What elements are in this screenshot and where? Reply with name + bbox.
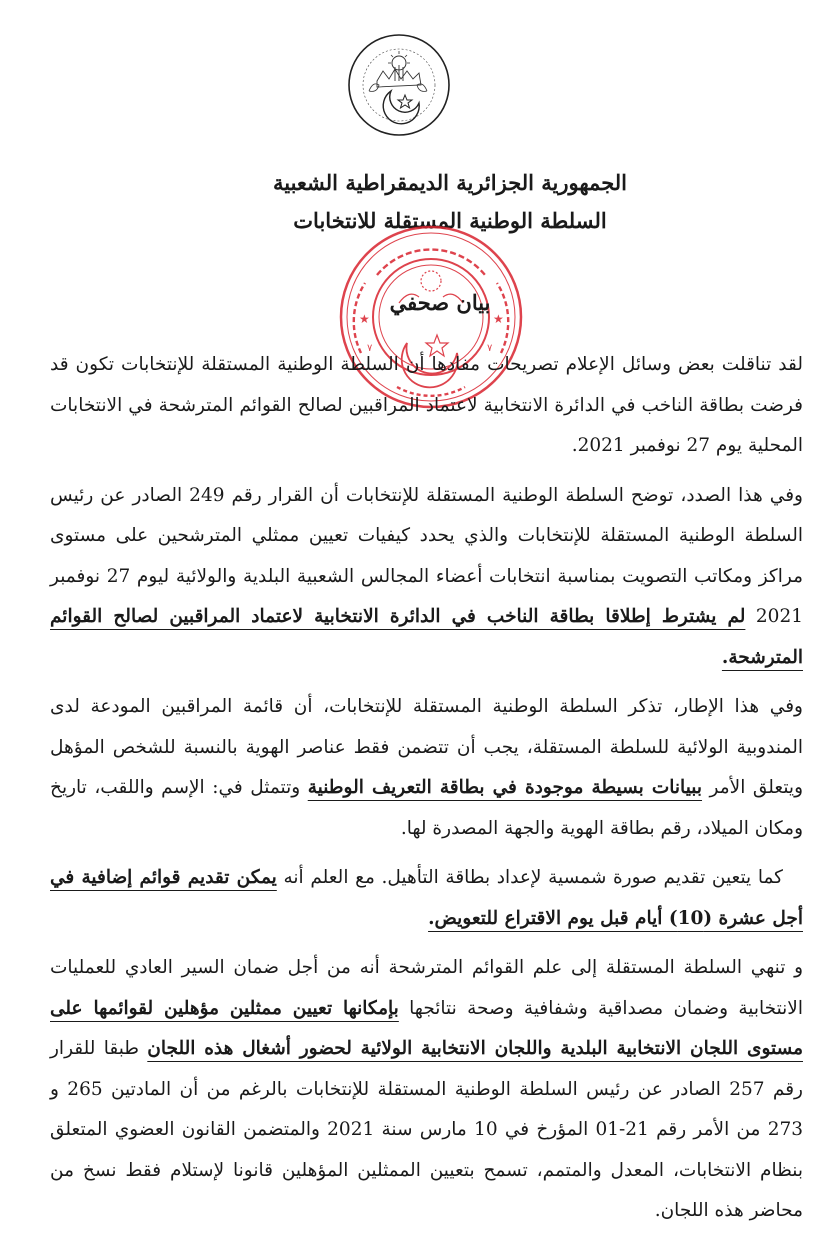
paragraph-2-emphasis: لم يشترط إطلاقا بطاقة الناخب في الدائرة الانتخابية لاعتماد المراقبين لصالح القوائم المترشحة. [50,606,803,668]
algeria-coat-of-arms-icon [347,33,451,137]
paragraph-5-text: و تنهي السلطة المستقلة إلى علم القوائم المترشحة أنه من أجل ضمان السير العادي للعمليات الانتخابية وضمان مصداقية وشفافية وصحة نتائجها [50,957,803,1019]
paragraph-3-text: وفي هذا الإطار، تذكر السلطة الوطنية المستقلة للإنتخابات، أن قائمة المراقبين المودعة لدى المندوبية الولائية للسلطة المستقلة، يجب أن تتضمن فقط عناصر الهوية بالنسبة للشخص المؤهل ويتعلق الأمر [50,696,804,798]
document-body [50,345,803,1241]
paragraph-5-emphasis: بإمكانها تعيين ممثلين مؤهلين لقوائمها على مستوى اللجان الانتخابية البلدية واللجان الانتخابية الولائية لحضور أشغال هذه اللجان [50,997,803,1059]
svg-text:★: ★ [359,312,370,326]
paragraph-4-emphasis: يمكن تقديم قوائم إضافية في أجل عشرة (10) أيام قبل يوم الاقتراع للتعويض. [50,867,803,929]
paragraph-4 [50,858,803,939]
paragraph-3-emphasis: ببيانات بسيطة موجودة في بطاقة التعريف الوطنية [307,777,703,798]
svg-text:٧: ٧ [367,343,373,354]
country-name: الجمهورية الجزائرية الديمقراطية الشعبية [272,170,627,195]
paragraph-3 [50,687,803,849]
document-title: بيان صحفي [389,290,491,315]
paragraph-1-text: لقد تناقلت بعض وسائل الإعلام تصريحات مفادها أن السلطة الوطنية المستقلة للإنتخابات تكون قد فرضت بطاقة الناخب في الدائرة الانتخابية لاعتماد المراقبين لصالح القوائم المترشحة في الانتخابات المحلية يوم 27 نوفمبر 2021. [50,354,803,456]
authority-name: السلطة الوطنية المستقلة للانتخابات [293,208,607,233]
svg-text:٧: ٧ [487,343,493,354]
svg-text:★: ★ [493,312,504,326]
paragraph-3-text-after: وتتمثل في: الإسم واللقب، تاريخ ومكان الميلاد، رقم بطاقة الهوية والجهة المصدرة لها. [50,777,803,839]
paragraph-1 [50,345,803,467]
paragraph-2 [50,476,803,679]
paragraph-5 [50,948,803,1232]
paragraph-4-text: كما يتعين تقديم صورة شمسية لإعداد بطاقة التأهيل. مع العلم أنه [276,867,783,888]
paragraph-2-text: وفي هذا الصدد، توضح السلطة الوطنية المستقلة للإنتخابات أن القرار رقم 249 الصادر عن رئيس السلطة الوطنية المستقلة للإنتخابات والذي يحدد كيفيات تعيين ممثلي المترشحين على مستوى مراكز ومكاتب التصويت بمناسبة انتخابات أعضاء المجالس الشعبية البلدية والولائية ليوم 27 نوفمبر 2021 [50,484,803,627]
paragraph-5-text-after: طبقا للقرار رقم 257 الصادر عن رئيس السلطة الوطنية المستقلة للإنتخابات بالرغم من أن المادتين 265 و 273 من الأمر رقم 21-01 المؤرخ في 10 مارس سنة 2021 والمتضمن القانون العضوي المتعلق بنظام الانتخابات، المعدل والمتمم، تسمح بتعيين الممثلين المؤهلين قانونا لإستلام فقط نسخ من محاضر هذه اللجان. [50,1038,804,1221]
